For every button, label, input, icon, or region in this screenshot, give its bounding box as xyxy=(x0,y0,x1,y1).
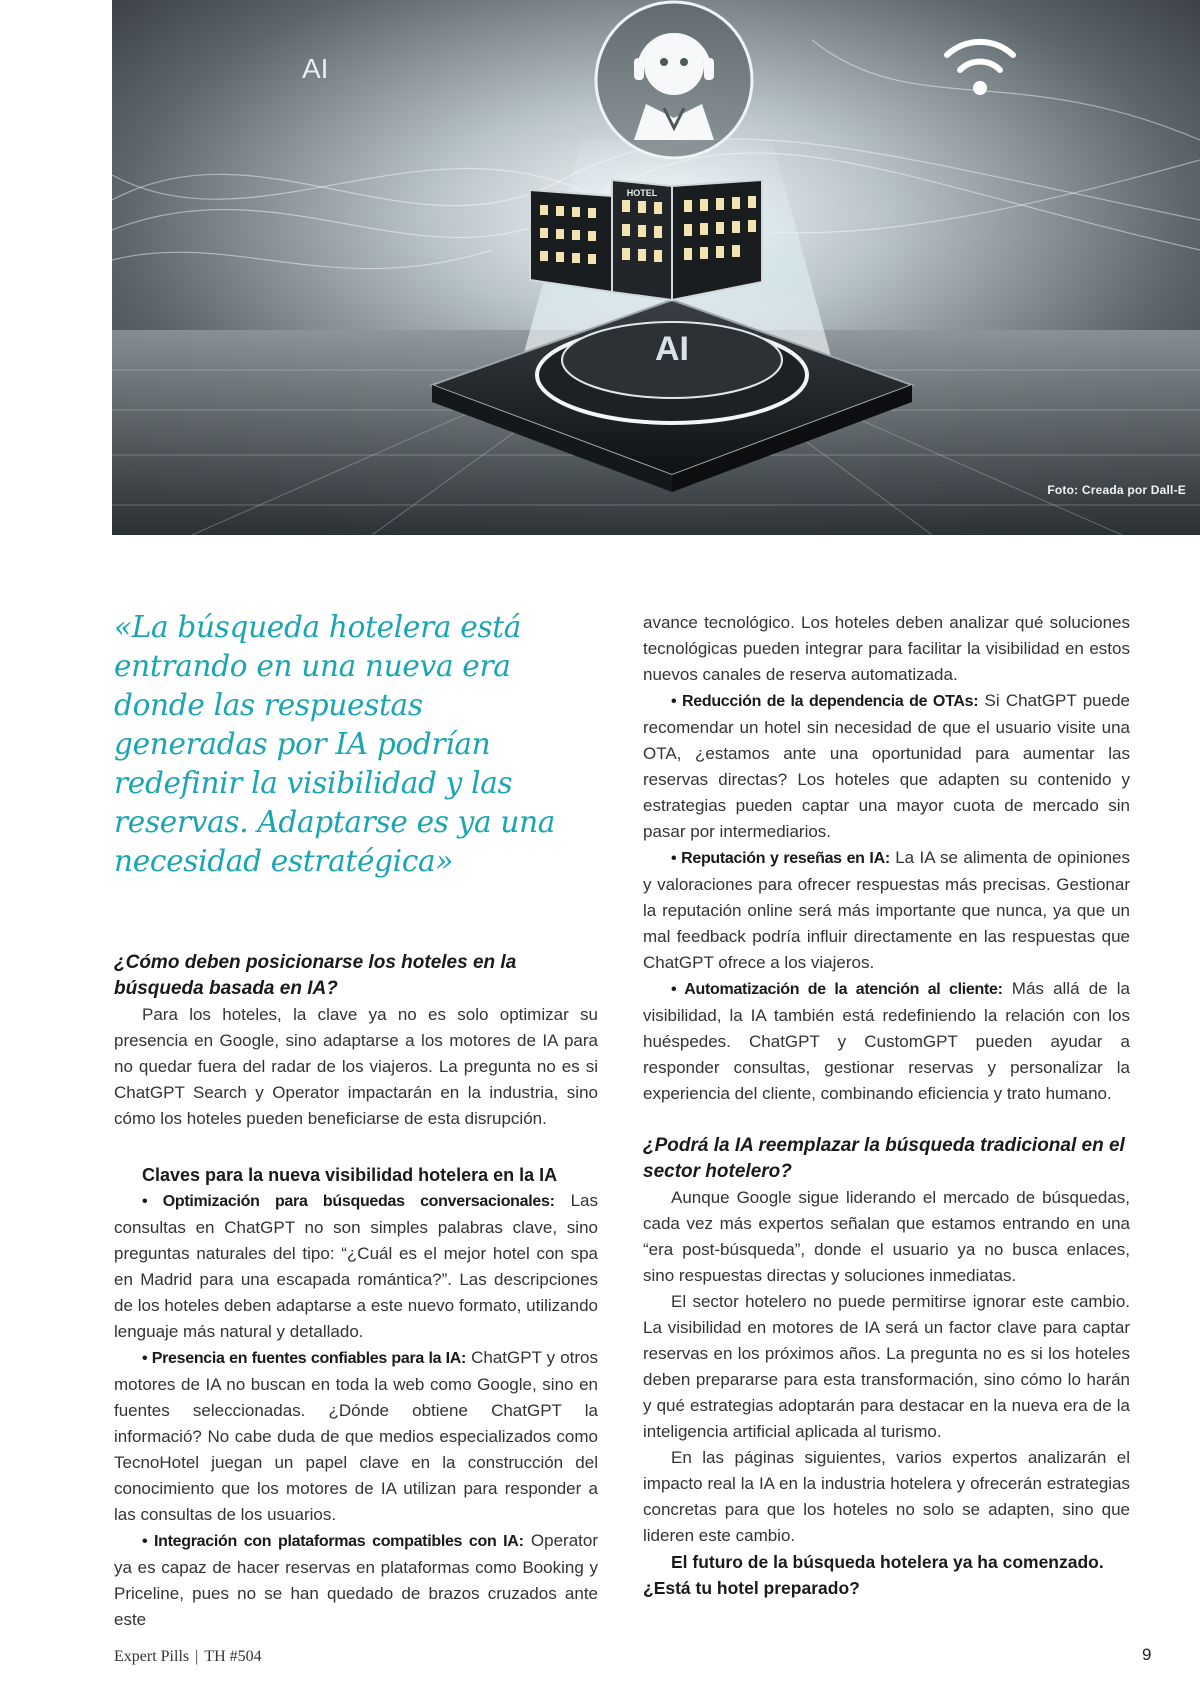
closing-statement: El futuro de la búsqueda hotelera ya ha comenzado. ¿Está tu hotel preparado? xyxy=(643,1552,1104,1598)
footer-section-name: Expert Pills xyxy=(114,1648,190,1665)
section-heading-positioning: ¿Cómo deben posicionarse los hoteles en la búsqueda basada en IA? xyxy=(114,952,517,999)
footer-section xyxy=(114,1648,262,1666)
continuation-paragraph: avance tecnológico. Los hoteles deben analizar qué soluciones tecnológicas pueden integrar para facilitar la visibilidad en estos nuevos canales de reserva automatizada. xyxy=(643,613,1130,684)
bullet-integration xyxy=(114,1528,598,1633)
hotel-sign: HOTEL xyxy=(626,188,658,198)
bullet-text: ChatGPT y otros motores de IA no buscan en toda la web como Google, sino en fuentes seleccionadas. ¿Dónde obtiene ChatGPT la informació? No cabe duda de que medios especializados como TecnoHotel juegan un papel clave en la construcción del conocimiento que los motores de IA utilizan para responder a las consultas de los usuarios. xyxy=(114,1348,598,1524)
bullet-otas xyxy=(643,688,1130,845)
bullet-text: Si ChatGPT puede recomendar un hotel sin necesidad de que el usuario visite una OTA, ¿estamos ante una oportunidad para aumentar las reservas directas? Los hoteles que adapten su contenido y estrategias pueden captar una mayor cuota de mercado sin pasar por intermediarios. xyxy=(643,691,1130,841)
pull-quote: «La búsqueda hotelera está entrando en una nueva era donde las respuestas generadas por IA podrían redefinir la visibilidad y las reservas. Adaptarse es ya una necesidad estratégica» xyxy=(114,610,556,878)
bullet-sources xyxy=(114,1345,598,1528)
intro-paragraph: Para los hoteles, la clave ya no es solo optimizar su presencia en Google, sino adaptarse a los motores de IA para no quedar fuera del radar de los viajeros. La pregunta no es si ChatGPT Search y Operator impactarán en la industria, sino cómo los hoteles pueden beneficiarse de esta disrupción. xyxy=(114,1005,598,1128)
body-paragraph: El sector hotelero no puede permitirse ignorar este cambio. La visibilidad en motores de IA será un factor clave para captar reservas en los próximos años. La pregunta no es si los hoteles deben prepararse para esta transformación, sino cómo lo harán y qué estrategias adoptarán para destacar en la nueva era de la inteligencia artificial aplicada al turismo. xyxy=(643,1292,1130,1441)
body-paragraph: Aunque Google sigue liderando el mercado de búsquedas, cada vez más expertos señalan que estamos entrando en una “era post-búsqueda”, donde el usuario ya no busca enlaces, sino respuestas directas y soluciones inmediatas. xyxy=(643,1188,1130,1285)
bullet-text: Más allá de la visibilidad, la IA también está redefiniendo la relación con los huéspedes. ChatGPT y CustomGPT pueden ayudar a responder consultas, gestionar reservas y personalizar la experiencia del cliente, combinando eficiencia y trato humano. xyxy=(643,979,1130,1103)
bullet-lead: • Optimización para búsquedas conversacionales: xyxy=(142,1193,555,1210)
section-heading-replace: ¿Podrá la IA reemplazar la búsqueda tradicional en el sector hotelero? xyxy=(643,1135,1125,1182)
ai-top-label: AI xyxy=(302,53,329,84)
hotel-building-icon xyxy=(530,180,762,300)
headset-person-icon xyxy=(596,2,752,158)
bullet-automation xyxy=(643,976,1130,1107)
bullet-text: Operator ya es capaz de hacer reservas en plataformas como Booking y Priceline, pues no se han quedado de brazos cruzados ante este xyxy=(114,1531,598,1629)
right-column xyxy=(643,610,1130,1601)
hero-illustration xyxy=(112,0,1200,535)
bullet-lead: • Presencia en fuentes confiables para la IA: xyxy=(142,1350,467,1367)
footer-issue: TH #504 xyxy=(204,1648,262,1665)
bullet-text: La IA se alimenta de opiniones y valoraciones para ofrecer respuestas más precisas. Gestionar la reputación online será más importante que nunca, ya que un mal feedback podría influir directamente en las respuestas que ChatGPT ofrece a los viajeros. xyxy=(643,848,1130,972)
bullet-lead: • Reducción de la dependencia de OTAs: xyxy=(671,693,979,710)
left-column xyxy=(114,950,598,1633)
photo-credit: Foto: Creada por Dall-E xyxy=(1047,483,1186,497)
page-number: 9 xyxy=(1142,1645,1152,1664)
body-paragraph: En las páginas siguientes, varios expertos analizarán el impacto real la IA en la industria hotelera y ofrecerán estrategias concretas para que los hoteles no solo se adapten, sino que lideren este cambio. xyxy=(643,1448,1130,1545)
bullet-lead: • Automatización de la atención al cliente: xyxy=(671,981,1003,998)
bullet-lead: • Reputación y reseñas en IA: xyxy=(671,850,890,867)
bullet-text: Las consultas en ChatGPT no son simples palabras clave, sino preguntas naturales del tipo: “¿Cuál es el mejor hotel con spa en Madrid para una escapada romántica?”. Las descripciones de los hoteles deben adaptarse a este nuevo formato, utilizando lenguaje más natural y detallado. xyxy=(114,1191,598,1341)
bullet-lead: • Integración con plataformas compatibles con IA: xyxy=(142,1533,524,1550)
subheading-keys: Claves para la nueva visibilidad hotelera en la IA xyxy=(142,1165,558,1185)
hero-artwork xyxy=(112,0,1200,535)
footer-separator: | xyxy=(195,1648,199,1665)
bullet-conversational xyxy=(114,1188,598,1345)
bullet-reputation xyxy=(643,845,1130,976)
ai-base-label: AI xyxy=(655,330,689,368)
